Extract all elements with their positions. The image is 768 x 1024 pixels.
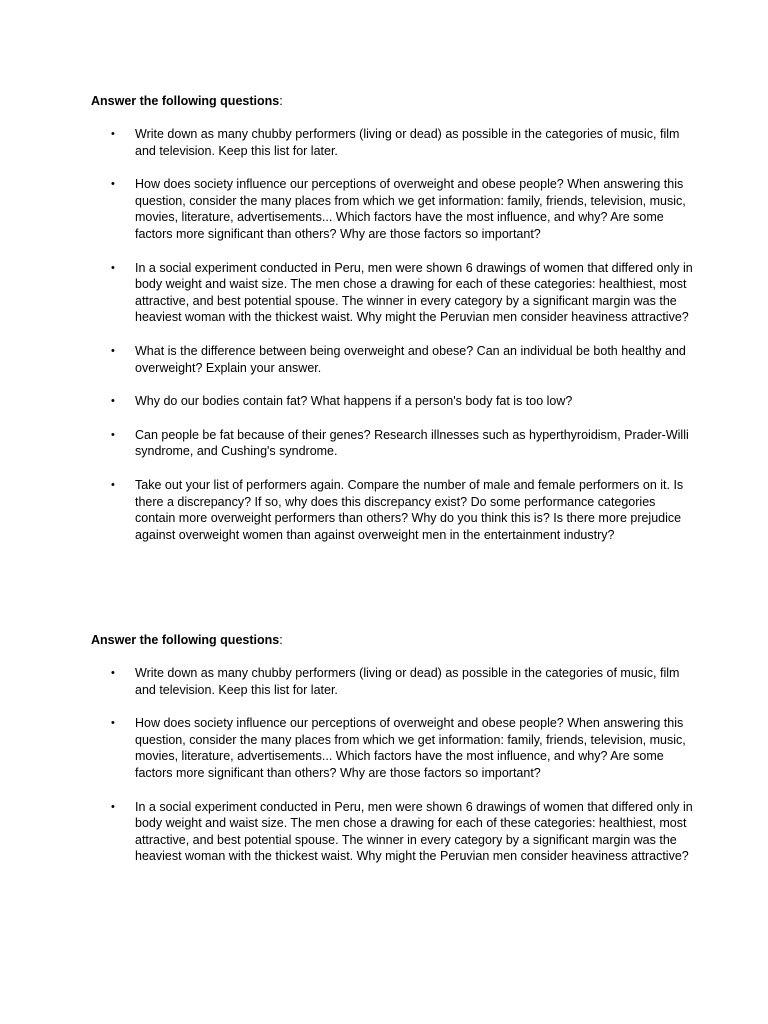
question-text: Take out your list of performers again. Compare the number of male and female performers on it. Is there a discrepancy? If so, why does this discrepancy exist? Do some performance categories contain more overweight performers than others? Why do you think this is? Is there more prejudice against overweight women than against overweight men in the entertainment industry? [135, 477, 684, 542]
list-item [91, 126, 695, 159]
section-heading [91, 632, 691, 648]
question-list [91, 126, 691, 543]
bullet-icon: • [111, 395, 115, 408]
list-item [91, 665, 695, 698]
question-text: How does society influence our perceptions of overweight and obese people? When answering this question, consider the many places from which we get information: family, friends, television, music, movies, literature, advertisements... Which factors have the most influence, and why? Are some factors more significant than others? Why are those factors so important? [135, 716, 686, 780]
list-item [91, 427, 695, 460]
bullet-icon: • [111, 178, 115, 191]
bullet-icon: • [111, 478, 115, 491]
section-heading-bold: Answer the following questions [91, 633, 280, 647]
list-item [91, 260, 695, 326]
question-text: In a social experiment conducted in Peru, men were shown 6 drawings of women that differed only in body weight and waist size. The men chose a drawing for each of these categories: healthiest, most attractive, and best potential spouse. The winner in every category by a significant margin was the heaviest woman with the thickest waist. Why might the Peruvian men consider heaviness attractive? [135, 260, 693, 325]
question-text: How does society influence our perceptions of overweight and obese people? When answering this question, consider the many places from which we get information: family, friends, television, music, movies, literature, advertisements... Which factors have the most influence, and why? Are some factors more significant than others? Why are those factors so important? [135, 177, 686, 241]
bullet-icon: • [111, 344, 115, 357]
question-text: Write down as many chubby performers (living or dead) as possible in the categories of music, film and television. Keep this list for later. [135, 666, 680, 697]
bullet-icon: • [111, 428, 115, 441]
question-section-1 [91, 93, 691, 560]
bullet-icon: • [111, 800, 115, 813]
bullet-icon: • [111, 717, 115, 730]
question-section-2 [91, 632, 691, 882]
section-heading-suffix: : [279, 94, 283, 108]
question-text: Why do our bodies contain fat? What happens if a person's body fat is too low? [135, 394, 573, 409]
question-text: Can people be fat because of their genes? Research illnesses such as hyperthyroidism, Prader-Willi syndrome, and Cushing's syndrome. [135, 427, 689, 459]
list-item [91, 176, 695, 242]
list-item [91, 799, 695, 865]
list-item [91, 477, 695, 543]
question-list [91, 665, 691, 865]
list-item [91, 715, 695, 781]
section-heading [91, 93, 691, 109]
bullet-icon: • [111, 261, 115, 274]
bullet-icon: • [111, 667, 115, 679]
question-text: In a social experiment conducted in Peru, men were shown 6 drawings of women that differed only in body weight and waist size. The men chose a drawing for each of these categories: healthiest, most attractive, and best potential spouse. The winner in every category by a significant margin was the heaviest woman with the thickest waist. Why might the Peruvian men consider heaviness attractive? [135, 799, 693, 864]
question-text: What is the difference between being overweight and obese? Can an individual be both healthy and overweight? Explain your answer. [135, 343, 686, 375]
list-item [91, 343, 695, 376]
list-item [91, 393, 695, 410]
bullet-icon: • [111, 128, 115, 140]
question-text: Write down as many chubby performers (living or dead) as possible in the categories of music, film and television. Keep this list for later. [135, 127, 680, 158]
section-heading-suffix: : [279, 633, 283, 647]
section-heading-bold: Answer the following questions [91, 94, 280, 108]
